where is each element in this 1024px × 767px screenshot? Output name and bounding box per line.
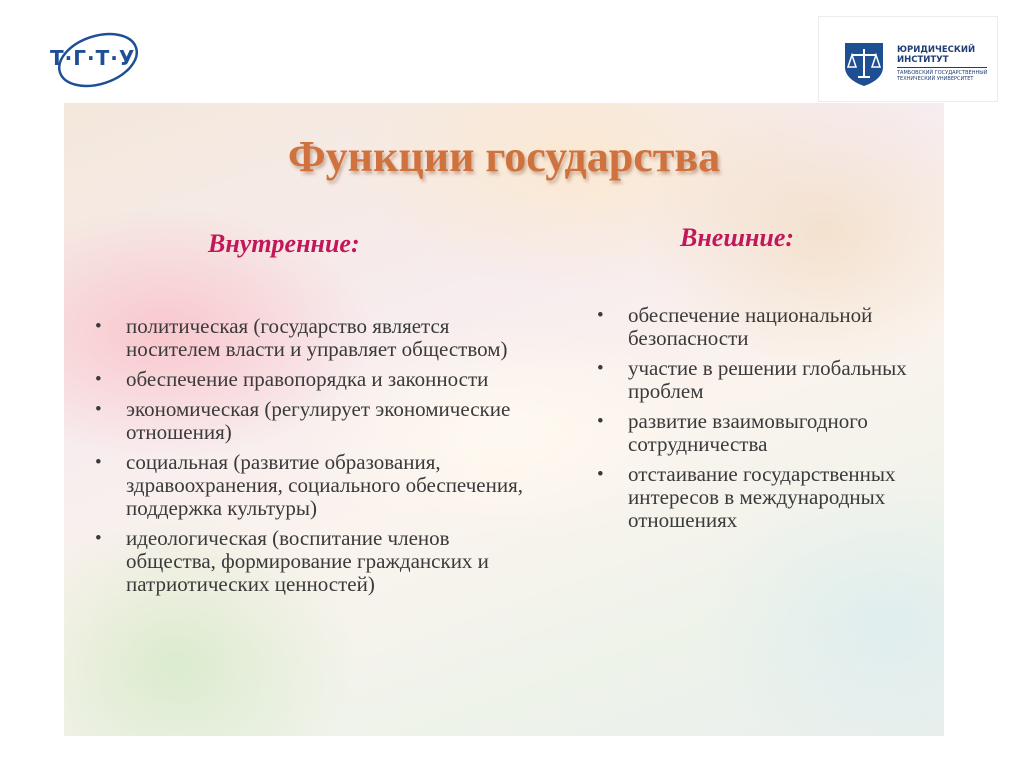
list-item: • обеспечение национальной безопасности xyxy=(597,303,873,350)
slide xyxy=(64,103,944,736)
bullet-icon: • xyxy=(95,316,102,337)
list-item: • политическая (государство является носителем власти и управляет обществом) xyxy=(95,314,508,361)
list-item: • идеологическая (воспитание членов общества, формирование гражданских и патриотических ценностей) xyxy=(95,526,489,596)
bullet-icon: • xyxy=(597,411,604,432)
list-item: • экономическая (регулирует экономические отношения) xyxy=(95,397,511,444)
list-item: • социальная (развитие образования, здравоохранения, социального обеспечения, поддержка культуры) xyxy=(95,450,524,520)
list-item: • отстаивание государственных интересов в международных отношениях xyxy=(597,462,896,532)
list-item: • развитие взаимовыгодного сотрудничества xyxy=(597,409,868,456)
institute-divider xyxy=(897,67,987,68)
bullet-icon: • xyxy=(95,399,102,420)
list-item: • участие в решении глобальных проблем xyxy=(597,356,907,403)
institute-subtitle: ТАМБОВСКИЙ ГОСУДАРСТВЕННЫЙ ТЕХНИЧЕСКИЙ УНИВЕРСИТЕТ xyxy=(897,70,988,82)
slide-title: Функции государства xyxy=(287,132,721,181)
institute-title: ЮРИДИЧЕСКИЙ ИНСТИТУТ xyxy=(897,45,976,65)
bullet-icon: • xyxy=(95,528,102,549)
tgtu-logo xyxy=(40,30,160,90)
list-item: • обеспечение правопорядка и законности xyxy=(95,367,489,391)
internal-heading: Внутренние: xyxy=(208,229,360,258)
scales-of-justice-icon xyxy=(843,41,885,87)
bullet-icon: • xyxy=(597,464,604,485)
tgtu-logo-text: Т·Г·Т·У xyxy=(50,46,136,70)
external-functions-list xyxy=(594,304,924,539)
bullet-icon: • xyxy=(597,358,604,379)
institute-logo xyxy=(818,16,998,102)
bullet-icon: • xyxy=(95,369,102,390)
internal-functions-list xyxy=(92,315,542,603)
bullet-icon: • xyxy=(597,305,604,326)
bullet-icon: • xyxy=(95,452,102,473)
external-heading: Внешние: xyxy=(680,223,795,252)
